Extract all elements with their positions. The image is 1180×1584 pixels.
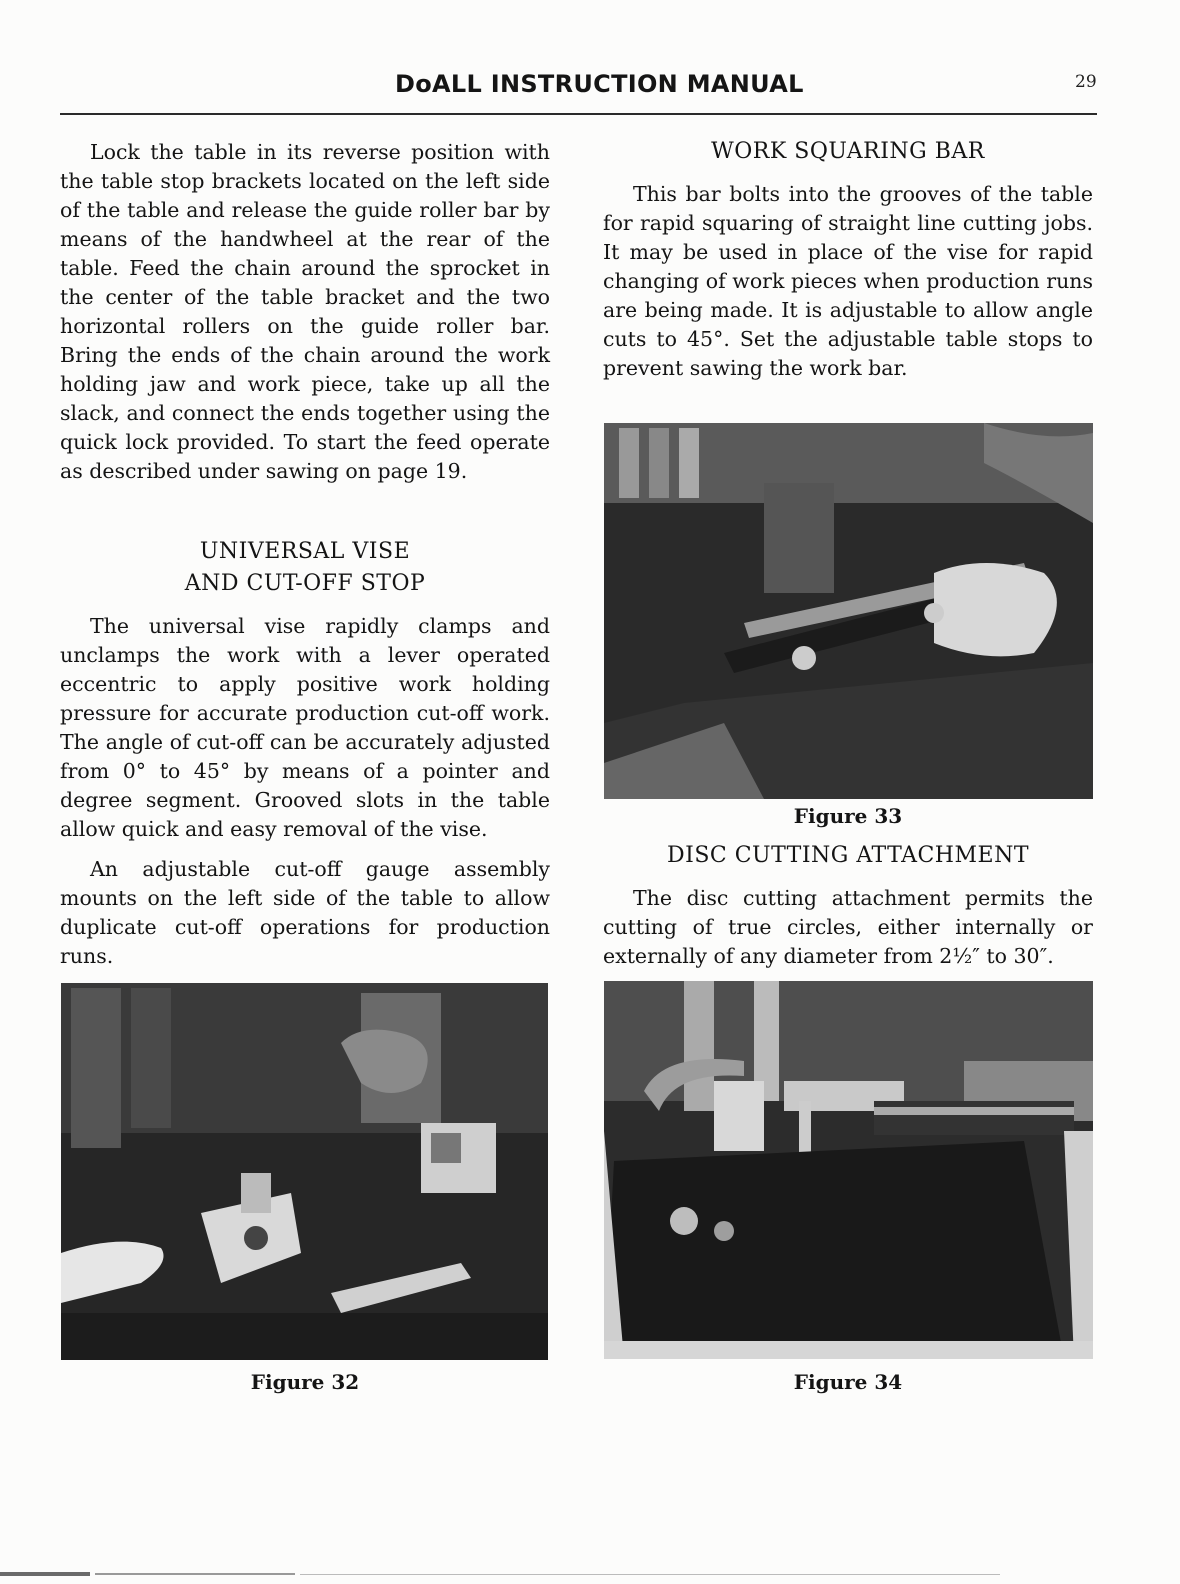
left-column bbox=[60, 138, 550, 486]
figure-32-photo bbox=[61, 983, 548, 1360]
disc-cutting-text bbox=[603, 884, 1093, 971]
cut-off-gauge-paragraph: An adjustable cut-off gauge assembly mounts on the left side of the table to allow duplicate cut-off operations for production runs. bbox=[60, 857, 550, 968]
disc-cutting-heading-block bbox=[603, 840, 1093, 872]
figure-34-photo bbox=[604, 981, 1093, 1359]
work-squaring-text bbox=[603, 180, 1093, 383]
chain-feed-paragraph: Lock the table in its reverse position with the table stop brackets located on the left side of the table and release the guide roller bar by means of the handwheel at the rear of the table. Feed the chain around the sprocket in the center of the table bracket and the two horizontal rollers on the guide roller bar. Bring the ends of the chain around the work holding jaw and work piece, take up all the slack, and connect the ends together using the quick lock provided. To start the feed operate as described under sawing on page 19. bbox=[60, 140, 550, 483]
cut-off-gauge-text bbox=[60, 855, 550, 971]
header-rule bbox=[60, 113, 1097, 115]
figure-33-caption: Figure 33 bbox=[793, 804, 903, 828]
universal-vise-paragraph: The universal vise rapidly clamps and unclamps the work with a lever operated eccentric to apply positive work holding pressure for accurate production cut-off work. The angle of cut-off can be accurately adjusted from 0° to 45° by means of a pointer and degree segment. Grooved slots in the table allow quick and easy removal of the vise. bbox=[60, 614, 550, 841]
page-header-title: DoALL INSTRUCTION MANUAL bbox=[395, 70, 804, 98]
section-heading-line-1: UNIVERSAL VISE bbox=[199, 539, 411, 564]
work-squaring-bar-heading: WORK SQUARING BAR bbox=[711, 139, 985, 164]
figure-34-caption: Figure 34 bbox=[793, 1370, 903, 1394]
universal-vise-text bbox=[60, 612, 550, 844]
section-heading-line-2: AND CUT-OFF STOP bbox=[184, 571, 426, 596]
work-squaring-heading-block bbox=[603, 136, 1093, 168]
disc-cutting-heading: DISC CUTTING ATTACHMENT bbox=[666, 843, 1030, 868]
work-squaring-paragraph: This bar bolts into the grooves of the table for rapid squaring of straight line cutting jobs. It may be used in place of the vise for rapid changing of work pieces when production runs are being made. It is adjustable to allow angle cuts to 45°. Set the adjustable table stops to prevent sawing the work bar. bbox=[603, 182, 1093, 380]
disc-cutting-paragraph: The disc cutting attachment permits the cutting of true circles, either internally or externally of any diameter from 2½″ to 30″. bbox=[603, 886, 1093, 968]
page-number: 29 bbox=[1075, 72, 1097, 92]
universal-vise-heading bbox=[60, 536, 550, 600]
figure-33-photo bbox=[604, 423, 1093, 799]
scan-edge-noise bbox=[0, 1568, 1180, 1580]
figure-32-caption: Figure 32 bbox=[250, 1370, 360, 1394]
